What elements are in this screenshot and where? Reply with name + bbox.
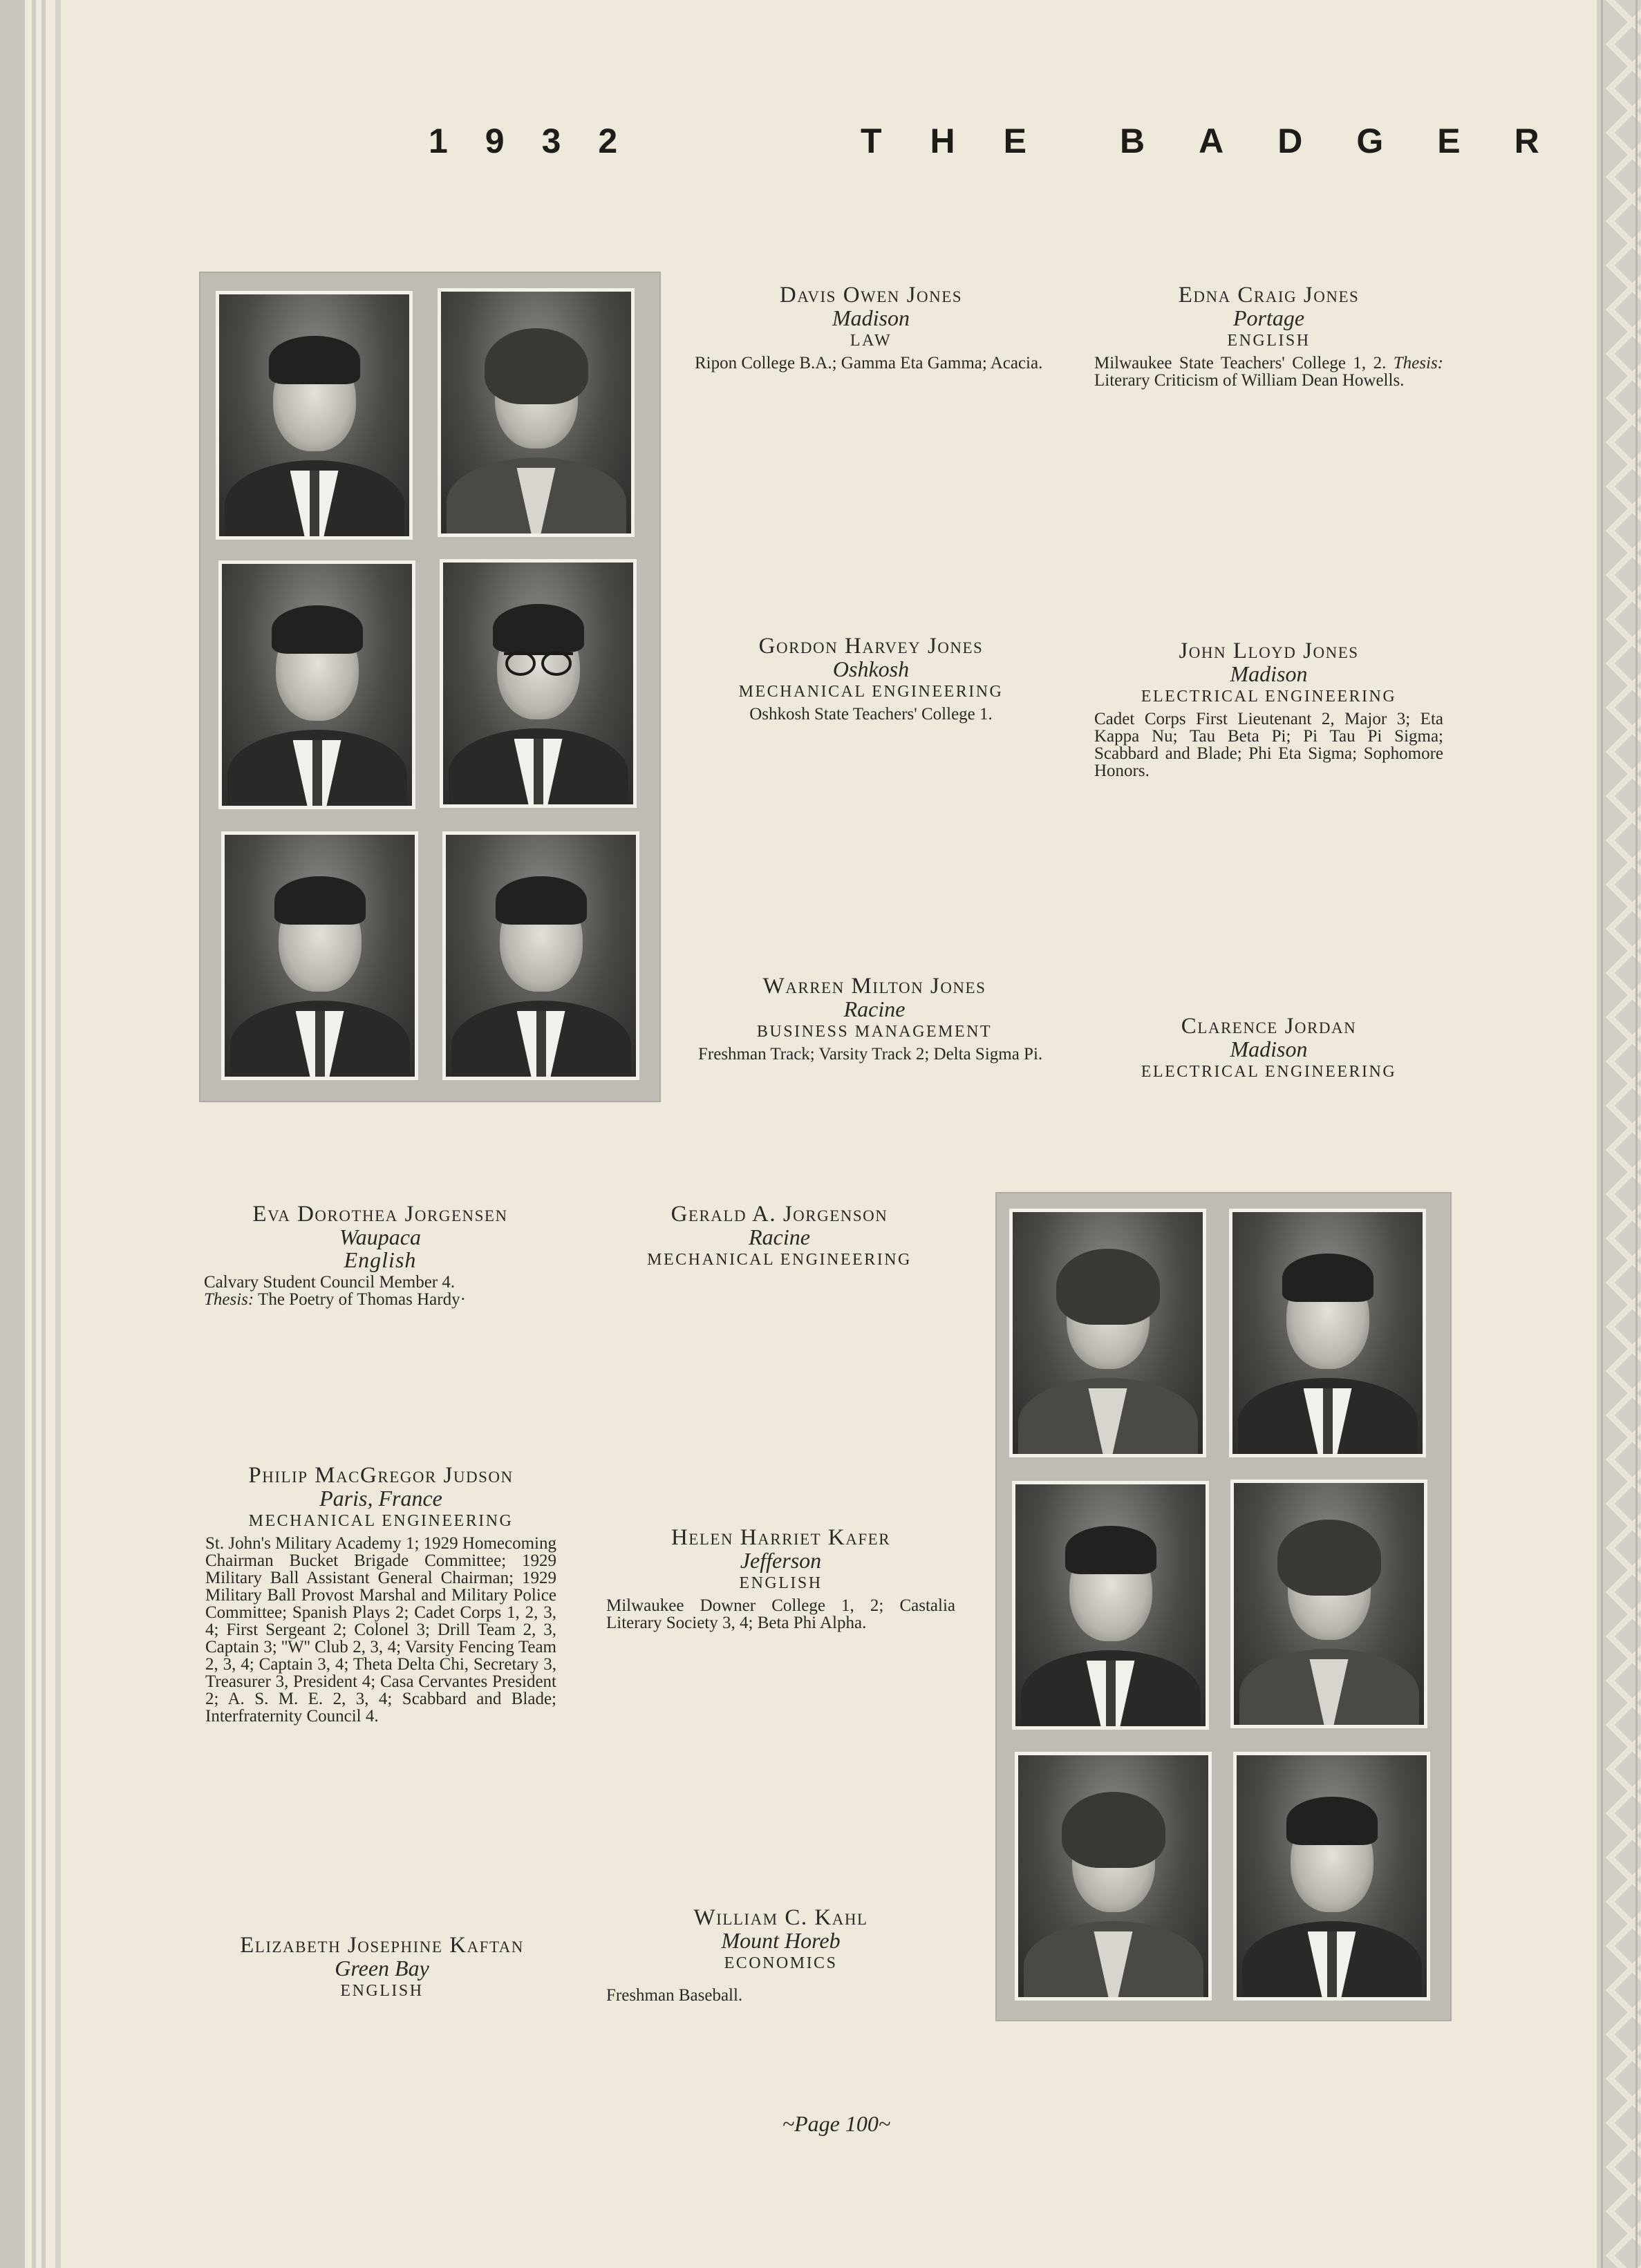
entry-elizabeth-josephine-kaftan (204, 1934, 560, 2002)
entry-home: Madison (1230, 661, 1308, 686)
portrait-photo (221, 831, 418, 1080)
entry-details: Oshkosh State Teachers' College 1. (749, 705, 993, 724)
entry-home: Paris, France (319, 1486, 442, 1511)
portrait-photo (1229, 1209, 1426, 1457)
photo-panel-top (199, 272, 661, 1102)
portrait-photo (1015, 1752, 1212, 2001)
portrait-photo (216, 291, 413, 540)
entry-gordon-harvey-jones (695, 634, 1047, 723)
entry-details: Milwaukee Downer College 1, 2; Castalia Literary Society 3, 4; Beta Phi Alpha. (606, 1596, 955, 1632)
entry-name: John Lloyd Jones (1179, 639, 1359, 663)
entry-name: Gordon Harvey Jones (758, 634, 984, 659)
entry-name: Edna Craig Jones (1178, 283, 1360, 308)
header-year: 1932 (429, 122, 655, 160)
entry-eva-dorothea-jorgensen (204, 1202, 556, 1308)
header-badger: BADGER (1120, 122, 1593, 160)
entry-department: ENGLISH (340, 1982, 424, 2000)
portrait-photo (1230, 1480, 1427, 1728)
entry-name: Davis Owen Jones (779, 283, 963, 308)
entry-warren-milton-jones (698, 974, 1051, 1063)
entry-details: Milwaukee State Teachers' College 1, 2. Thesis: Literary Criticism of William Dean Howells. (1094, 354, 1443, 390)
portrait-photo (1233, 1752, 1430, 2001)
entry-details: Ripon College B.A.; Gamma Eta Gamma; Acacia. (695, 354, 1043, 372)
entry-details: Freshman Track; Varsity Track 2; Delta Sigma Pi. (698, 1045, 1043, 1064)
portrait-photo (438, 288, 635, 537)
entry-department: ECONOMICS (724, 1954, 838, 1972)
portrait-photo (440, 559, 637, 808)
portrait-photo (1012, 1481, 1209, 1730)
photo-panel-bottom (995, 1192, 1452, 2021)
right-decorative-border (1597, 0, 1641, 2268)
entry-gerald-a-jorgenson (605, 1202, 954, 1271)
entry-department: English (344, 1247, 417, 1272)
entry-davis-owen-jones (695, 283, 1047, 372)
entry-name: Helen Harriet Kafer (671, 1525, 891, 1550)
entry-edna-craig-jones (1094, 283, 1443, 389)
entry-department: ELECTRICAL ENGINEERING (1141, 1063, 1397, 1081)
entry-home: Racine (843, 996, 906, 1021)
entry-home: Jefferson (740, 1548, 822, 1573)
entry-details: Calvary Student Council Member 4. Thesis: The Poetry of Thomas Hardy· (204, 1273, 466, 1309)
entry-department: ENGLISH (739, 1574, 823, 1592)
entry-clarence-jordan (1094, 1014, 1443, 1083)
page-header (415, 121, 1593, 169)
entry-name: Philip MacGregor Judson (248, 1463, 514, 1488)
header-the: THE (861, 122, 1075, 160)
entry-home: Waupaca (339, 1225, 421, 1249)
page-number: ~Page 100~ (782, 2111, 891, 2136)
portrait-photo (1009, 1209, 1206, 1457)
entry-department: MECHANICAL ENGINEERING (738, 683, 1004, 701)
entry-helen-harriet-kafer (606, 1526, 955, 1632)
entry-name: Elizabeth Josephine Kaftan (240, 1933, 524, 1958)
entry-name: Gerald A. Jorgenson (671, 1202, 888, 1227)
entry-department: LAW (850, 332, 892, 350)
entry-william-c-kahl (606, 1906, 955, 2004)
entry-department: ELECTRICAL ENGINEERING (1141, 688, 1397, 706)
entry-home: Madison (832, 305, 910, 330)
entry-home: Portage (1232, 305, 1305, 330)
entry-name: Clarence Jordan (1181, 1014, 1357, 1039)
entry-name: William C. Kahl (693, 1905, 868, 1930)
portrait-photo (218, 560, 415, 809)
entry-home: Green Bay (335, 1956, 429, 1981)
entry-department: BUSINESS MANAGEMENT (756, 1023, 993, 1041)
entry-name: Eva Dorothea Jorgensen (252, 1202, 508, 1227)
entry-department: ENGLISH (1227, 332, 1311, 350)
entry-home: Madison (1230, 1037, 1308, 1061)
entry-department: MECHANICAL ENGINEERING (248, 1512, 514, 1530)
entry-philip-macgregor-judson (205, 1464, 556, 1725)
portrait-photo (442, 831, 639, 1080)
entry-department: MECHANICAL ENGINEERING (647, 1251, 912, 1269)
entry-details: Freshman Baseball. (606, 1986, 743, 2005)
entry-name: Warren Milton Jones (762, 974, 986, 999)
entry-details: St. John's Military Academy 1; 1929 Homecoming Chairman Bucket Brigade Committee; 1929 Military Ball Assistant General Chairman; 1929 Military Ball Provost Marshal and Military Police Committee; Spanish Plays 2; Cadet Corps 1, 2, 3, 4; First Sergeant 2; Colonel 3; Drill Team 2, 3, Captain 3; ''W'' Club 2, 3, 4; Varsity Fencing Team 2, 3, 4; Captain 3, 4; Theta Delta Chi, Secretary 3, Treasurer 3, President 4; Casa Cervantes President 2; A. S. M. E. 2, 3, 4; Scabbard and Blade; Interfraternity Council 4. (205, 1534, 556, 1726)
entry-details: Cadet Corps First Lieutenant 2, Major 3; Eta Kappa Nu; Tau Beta Pi; Pi Tau Pi Sigma; Scabbard and Blade; Phi Eta Sigma; Sophomore Honors. (1094, 710, 1443, 780)
entry-home: Oshkosh (832, 656, 910, 681)
entry-home: Racine (749, 1225, 810, 1249)
entry-home: Mount Horeb (721, 1928, 841, 1953)
entry-john-lloyd-jones (1094, 639, 1443, 779)
left-decorative-border (0, 0, 69, 2268)
